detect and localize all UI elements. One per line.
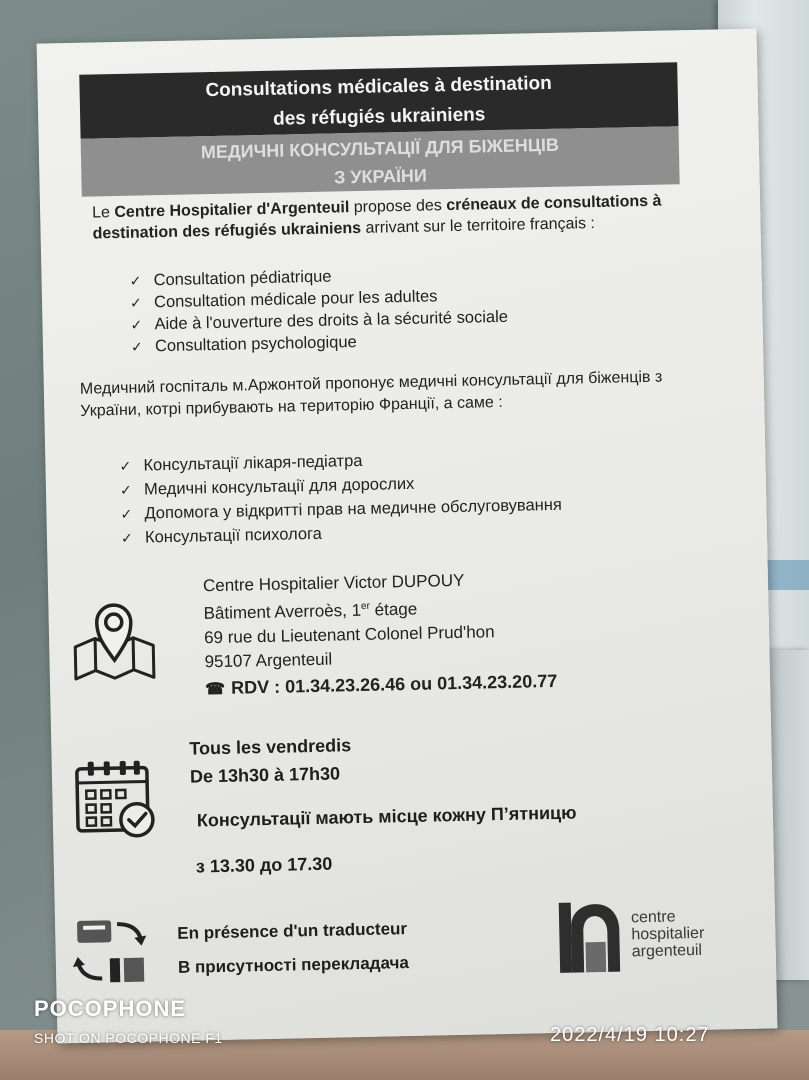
schedule-block [189,727,578,881]
schedule-time-uk: з 13.30 до 17.30 [195,853,333,877]
watermark-shot: SHOT ON POCOPHONE F1 [34,1030,223,1046]
address-line4: 95107 Argenteuil [204,649,333,671]
list-item-label: Медичні консультації для дорослих [143,474,415,499]
checkmark-icon: ✓ [119,481,132,498]
header-french-line2: des réfugiés ukrainiens [272,104,486,130]
watermark-datetime: 2022/4/19 10:27 [550,1024,710,1046]
intro-text: arrivant sur le territoire français : [360,214,596,237]
checkmark-icon: ✓ [130,316,143,333]
translation-icon [71,916,148,988]
logo-line: centre [630,908,676,927]
hospital-logo [555,895,737,979]
address-building: Bâtiment Averroès, 1 [203,600,362,623]
calendar-check-icon [74,757,158,839]
hospital-logo-mark [555,898,627,977]
checkmark-icon: ✓ [119,457,132,475]
schedule-time-fr: De 13h30 à 17h30 [189,763,341,787]
list-item-label: Допомога у відкритті прав на медичне обслуговування [144,495,562,523]
list-item-label: Consultation médicale pour les adultes [153,287,438,312]
header-ukrainian-line1: МЕДИЧНІ КОНСУЛЬТАЦІЇ ДЛЯ БІЖЕНЦІВ [200,134,560,163]
rdv-text: RDV : 01.34.23.26.46 ou 01.34.23.20.77 [230,670,558,698]
checkmark-icon: ✓ [130,338,143,355]
logo-line: argenteuil [631,941,703,961]
schedule-day-uk: Консультації мають місце кожну П’ятницю [196,802,577,831]
address-floor: étage [369,599,418,620]
logo-line: hospitalier [631,924,705,944]
schedule-day-fr: Tous les vendredis [189,735,352,759]
intro-text: propose des [349,197,447,217]
checkmark-icon: ✓ [129,294,142,311]
services-french-list [129,262,508,358]
address-sup: er [360,600,370,612]
address-line3: 69 rue du Lieutenant Colonel Prud'hon [203,621,495,647]
intro-ukrainian: Медичний госпіталь м.Аржонтой пропонує медичні консультації для біженців з України, котрі прибувають на територію Франції, а саме : [79,368,663,420]
map-pin-icon [70,593,158,681]
rdv-phone-line [205,669,558,702]
checkmark-icon: ✓ [120,529,133,546]
header-ukrainian [81,126,680,197]
checkmark-icon: ✓ [129,272,142,289]
list-item-label: Консультації психолога [144,524,323,547]
watermark-brand: POCOPHONE [34,996,187,1021]
translator-block [177,912,409,985]
header-ukrainian-line2: З УКРАЇНИ [333,165,428,188]
address-block [203,567,558,702]
header-french-line1: Consultations médicales à destination [205,72,552,102]
intro-emphasis: créneaux de consultations à destination des réfugiés ukrainiens [92,192,662,243]
services-ukrainian-list [119,445,562,550]
list-item-label: Consultation pédiatrique [153,267,332,290]
intro-text: Le [91,204,115,222]
intro-organisation: Centre Hospitalier d'Argenteuil [114,199,350,222]
list-item-label: Aide à l'ouverture des droits à la sécurité sociale [154,307,509,334]
flyer [37,29,778,1044]
address-line1: Centre Hospitalier Victor DUPOUY [202,570,465,596]
checkmark-icon: ✓ [120,505,133,522]
translator-uk: В присутності перекладача [177,953,410,977]
intro-french [92,190,673,244]
list-item-label: Consultation psychologique [154,333,357,356]
phone-icon: ☎ [204,680,226,698]
list-item-label: Консультації лікаря-педіатра [143,451,363,475]
hospital-logo-text [631,908,705,961]
translator-fr: En présence d'un traducteur [177,919,408,943]
